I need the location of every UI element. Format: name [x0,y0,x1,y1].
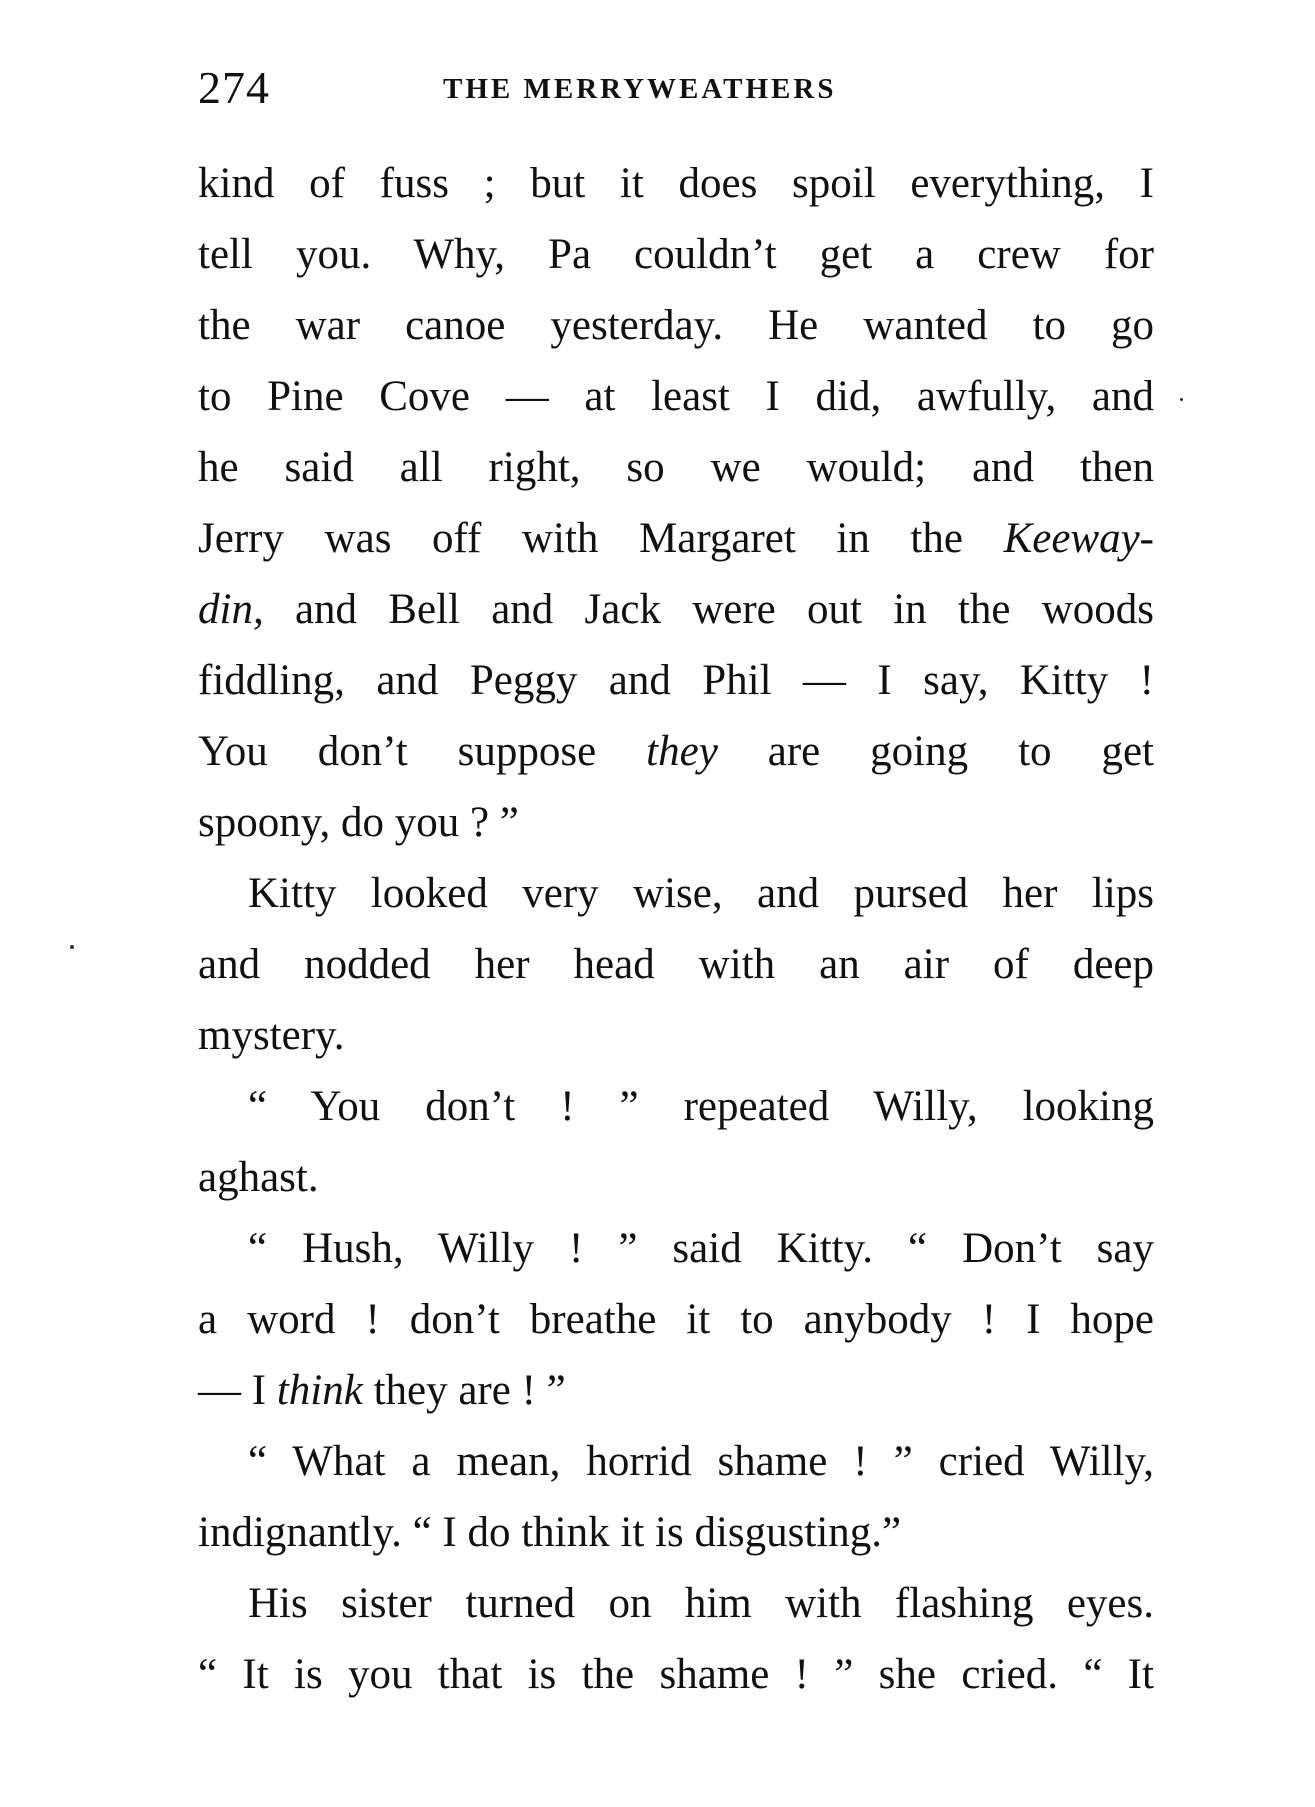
text-line: tell you. Why, Pa couldn’t get a crew for [198,231,1154,278]
text-line: din, and Bell and Jack were out in the woods [198,586,1154,633]
text-line: You don’t suppose they are going to get [198,728,1155,775]
print-speck [70,945,74,949]
text-line: aghast. [198,1154,319,1201]
print-speck [1180,398,1183,401]
page-number: 274 [198,62,270,113]
running-head: THE MERRYWEATHERS [443,73,837,105]
body-text [198,148,1154,1710]
text-line: he said all right, so we would; and then [198,444,1154,491]
paragraph-start-line: “ Hush, Willy ! ” said Kitty. “ Don’t say [248,1225,1154,1272]
text-line: — I think they are ! ” [198,1367,566,1414]
text-line: mystery. [198,1012,345,1059]
text-line: Jerry was off with Margaret in the Keeway- [198,515,1154,562]
italic-text: they [646,728,718,775]
text-line: the war canoe yesterday. He wanted to go [198,302,1154,349]
italic-text: din, [198,586,264,633]
text-line: kind of fuss ; but it does spoil everything, I [198,160,1154,207]
paragraph-start-line: “ You don’t ! ” repeated Willy, looking [248,1083,1154,1130]
paragraph-start-line: His sister turned on him with flashing eyes. [248,1580,1154,1627]
text-line: fiddling, and Peggy and Phil — I say, Kitty ! [198,657,1154,704]
italic-text: Keeway- [1003,515,1154,562]
italic-text: think [276,1367,363,1414]
paragraph-start-line: Kitty looked very wise, and pursed her lips [248,870,1154,917]
text-line: to Pine Cove — at least I did, awfully, and [198,373,1154,420]
text-line: spoony, do you ? ” [198,799,519,846]
text-line: “ It is you that is the shame ! ” she cried. “ It [198,1651,1154,1698]
text-line: a word ! don’t breathe it to anybody ! I hope [198,1296,1154,1343]
page-header [198,58,1158,118]
text-line: and nodded her head with an air of deep [198,941,1154,988]
paragraph-start-line: “ What a mean, horrid shame ! ” cried Willy, [248,1438,1154,1485]
text-line: indignantly. “ I do think it is disgusting.” [198,1509,902,1556]
